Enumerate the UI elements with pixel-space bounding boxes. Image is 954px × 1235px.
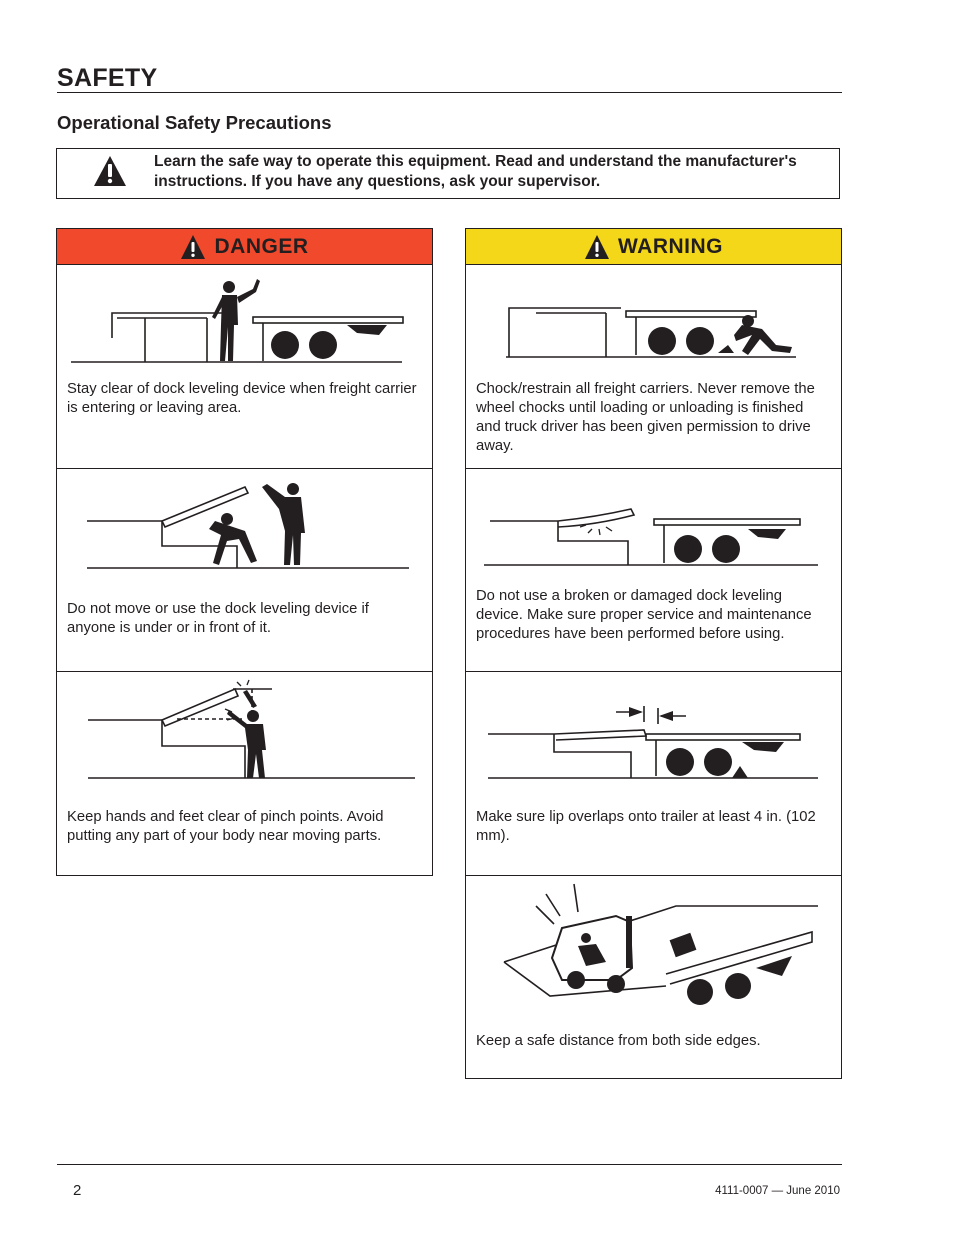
warning-triangle-icon <box>180 234 206 260</box>
danger-header <box>57 229 432 265</box>
danger-header-label: DANGER <box>214 234 309 258</box>
danger-caption-1: Stay clear of dock leveling device when freight carrier is entering or leaving area. <box>67 381 417 416</box>
forklift-edge-illustration <box>466 876 841 1011</box>
person-under-leveler-illustration <box>57 469 432 599</box>
title-rule <box>57 92 842 93</box>
warning-triangle-icon <box>584 234 610 260</box>
danger-panel-stay-clear <box>57 265 432 469</box>
pinch-point-illustration <box>57 672 432 802</box>
danger-caption-2: Do not move or use the dock leveling device if anyone is under or in front of it. <box>67 601 369 636</box>
safety-notice-box <box>56 148 840 199</box>
warning-caption-4: Keep a safe distance from both side edges. <box>476 1033 761 1049</box>
danger-caption-3: Keep hands and feet clear of pinch points. Avoid putting any part of your body near moving parts. <box>67 809 384 844</box>
warning-header <box>466 229 841 265</box>
warning-caption-2: Do not use a broken or damaged dock leveling device. Make sure proper service and maintenance procedures have been performed before using. <box>476 588 812 642</box>
warning-column <box>465 228 842 1079</box>
warning-panel-chock <box>466 265 841 469</box>
page-subtitle: Operational Safety Precautions <box>57 112 332 133</box>
warning-panel-lip-overlap <box>466 672 841 876</box>
section-title: SAFETY <box>57 64 158 92</box>
danger-panel-do-not-move <box>57 469 432 672</box>
lip-overlap-illustration <box>466 672 841 802</box>
warning-caption-3: Make sure lip overlaps onto trailer at least 4 in. (102 mm). <box>476 809 816 844</box>
document-info: 4111-0007 — June 2010 <box>715 1185 840 1197</box>
warning-triangle-icon <box>93 155 127 187</box>
danger-panel-pinch-points <box>57 672 432 876</box>
warning-header-label: WARNING <box>618 234 723 258</box>
page-number: 2 <box>73 1182 82 1199</box>
dock-trailer-illustration <box>57 265 432 395</box>
danger-column <box>56 228 433 876</box>
damaged-leveler-illustration <box>466 469 841 599</box>
footer-rule <box>57 1164 842 1165</box>
wheel-chock-illustration <box>466 265 841 395</box>
warning-panel-damaged <box>466 469 841 672</box>
warning-caption-1: Chock/restrain all freight carriers. Never remove the wheel chocks until loading or unloading is finished and truck driver has been given permission to drive away. <box>476 381 815 454</box>
notice-text: Learn the safe way to operate this equipment. Read and understand the manufacturer's instructions. If you have any questions, ask your supervisor. <box>154 153 797 190</box>
warning-panel-side-edges <box>466 876 841 1078</box>
